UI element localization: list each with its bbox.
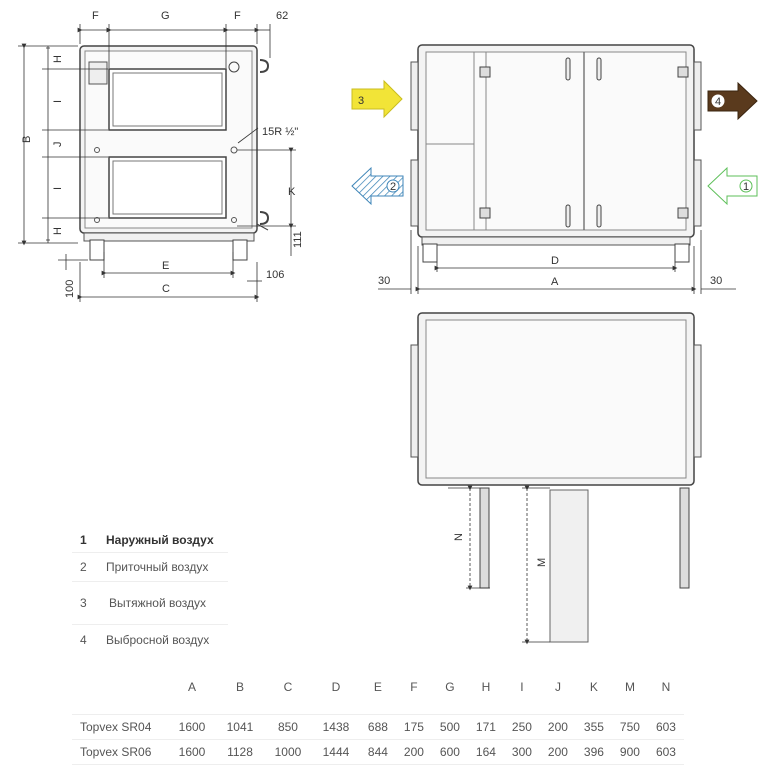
legend-label: Приточный воздух — [106, 560, 209, 574]
legend-label: Выбросной воздух — [106, 633, 210, 647]
table-header: A — [187, 680, 196, 694]
table-cell: 750 — [619, 720, 640, 734]
side-leg-right — [675, 244, 689, 262]
arrow-2-label: 2 — [390, 181, 397, 193]
table-cell: 900 — [619, 745, 640, 759]
table-cell: 250 — [511, 720, 532, 734]
table-cell: 603 — [655, 720, 676, 734]
dim-f-left: F — [92, 10, 99, 22]
dim-e: E — [162, 260, 170, 272]
dim-62: 62 — [276, 10, 289, 22]
front-leg-right — [233, 240, 247, 260]
side-base — [422, 237, 690, 245]
table-header: I — [520, 680, 524, 694]
upper-opening — [109, 69, 226, 130]
dim-h-top: H — [52, 55, 64, 63]
table-cell: 200 — [403, 745, 424, 759]
table-header: D — [331, 680, 341, 694]
table-header: K — [589, 680, 598, 694]
legend-label: Наружный воздух — [106, 533, 214, 547]
control-box — [89, 62, 107, 84]
top-dims — [448, 488, 550, 642]
legend-number: 1 — [80, 533, 87, 547]
table-header: J — [554, 680, 561, 694]
dimensions-table — [72, 676, 684, 765]
legend-label: Вытяжной воздух — [109, 596, 207, 610]
table-header: E — [373, 680, 382, 694]
table-cell: 600 — [439, 745, 460, 759]
table-cell: 1600 — [178, 745, 206, 759]
service-door-right — [680, 488, 689, 588]
table-cell: 500 — [439, 720, 460, 734]
table-cell: 1128 — [227, 745, 253, 759]
dim-a: A — [551, 276, 559, 288]
dim-106: 106 — [266, 269, 285, 281]
table-cell: 200 — [547, 745, 568, 759]
door-clearance-area — [550, 490, 588, 642]
table-cell: 603 — [655, 745, 676, 759]
hinge — [480, 67, 490, 77]
front-view — [18, 10, 304, 302]
legend-number: 3 — [80, 596, 87, 610]
top-flange — [694, 345, 701, 457]
dim-n: N — [453, 533, 465, 541]
table-cell: 200 — [547, 720, 568, 734]
handle-bottom — [260, 212, 268, 224]
legend-item — [72, 528, 228, 553]
top-flange — [411, 345, 418, 457]
table-cell: 300 — [511, 745, 532, 759]
table-cell: 688 — [367, 720, 388, 734]
table-row — [72, 715, 684, 740]
duct-flange — [411, 62, 418, 130]
dim-d: D — [551, 255, 559, 267]
dim-g: G — [161, 10, 170, 22]
front-base — [84, 233, 254, 241]
arrow-4-label: 4 — [715, 96, 722, 108]
dim-m: M — [536, 557, 548, 567]
dim-b: B — [21, 135, 33, 143]
table-cell-model: Topvex SR04 — [80, 720, 152, 734]
table-row — [72, 740, 684, 765]
dim-i-bottom: I — [52, 186, 64, 190]
hinge — [480, 208, 490, 218]
table-cell: 396 — [583, 745, 604, 759]
duct-flange — [694, 62, 701, 130]
side-casing-inner — [426, 52, 686, 230]
legend-item — [72, 625, 228, 655]
arrow-1-label: 1 — [743, 181, 750, 193]
air-legend — [72, 528, 228, 655]
door-latch — [597, 58, 601, 80]
table-cell: 1444 — [322, 745, 350, 759]
door-latch — [566, 58, 570, 80]
table-cell: 1438 — [322, 720, 350, 734]
dim-111: 111 — [292, 231, 304, 248]
table-header: F — [410, 680, 418, 694]
legend-item — [72, 553, 228, 582]
table-cell-model: Topvex SR06 — [80, 745, 152, 759]
dim-30-right: 30 — [710, 275, 723, 287]
table-cell: 1600 — [178, 720, 206, 734]
side-view — [352, 45, 757, 294]
table-header: B — [235, 680, 244, 694]
table-cell: 355 — [583, 720, 604, 734]
hinge — [678, 67, 688, 77]
top-view — [411, 313, 701, 642]
table-header-row — [72, 676, 684, 698]
legend-number: 2 — [80, 560, 87, 574]
dim-100: 100 — [64, 279, 76, 298]
lower-opening — [109, 157, 226, 218]
table-header: H — [481, 680, 491, 694]
door-latch — [566, 205, 570, 227]
front-leg-left — [90, 240, 104, 260]
door-latch — [597, 205, 601, 227]
condensate-pipe — [257, 224, 268, 230]
table-header: G — [445, 680, 455, 694]
duct-flange — [694, 160, 701, 226]
table-cell: 1041 — [226, 720, 254, 734]
side-leg-left — [423, 244, 437, 262]
table-header — [72, 676, 168, 698]
table-header: M — [624, 680, 635, 694]
dim-i-top: I — [52, 99, 64, 103]
dim-h-bottom: H — [52, 227, 64, 235]
service-door-left — [480, 488, 489, 588]
dim-30-left: 30 — [378, 275, 391, 287]
dim-j: J — [52, 141, 64, 147]
table-cell: 164 — [475, 745, 496, 759]
dim-k: K — [288, 186, 296, 198]
duct-flange — [411, 160, 418, 226]
pipe-size-label: 15R ½" — [262, 126, 299, 138]
table-cell: 1000 — [274, 745, 302, 759]
table-header: C — [283, 680, 293, 694]
front-bottom-dims — [58, 252, 262, 302]
table-cell: 175 — [403, 720, 424, 734]
table-cell: 171 — [475, 720, 496, 734]
handle-top — [260, 60, 268, 72]
dim-c: C — [162, 283, 170, 295]
table-cell: 850 — [277, 720, 298, 734]
legend-number: 4 — [80, 633, 87, 647]
dim-f-right: F — [234, 10, 241, 22]
arrow-3-label: 3 — [358, 95, 365, 107]
top-casing-inner — [426, 320, 686, 478]
table-header: N — [661, 680, 671, 694]
hinge — [678, 208, 688, 218]
legend-item — [72, 582, 228, 625]
table-cell: 844 — [367, 745, 388, 759]
